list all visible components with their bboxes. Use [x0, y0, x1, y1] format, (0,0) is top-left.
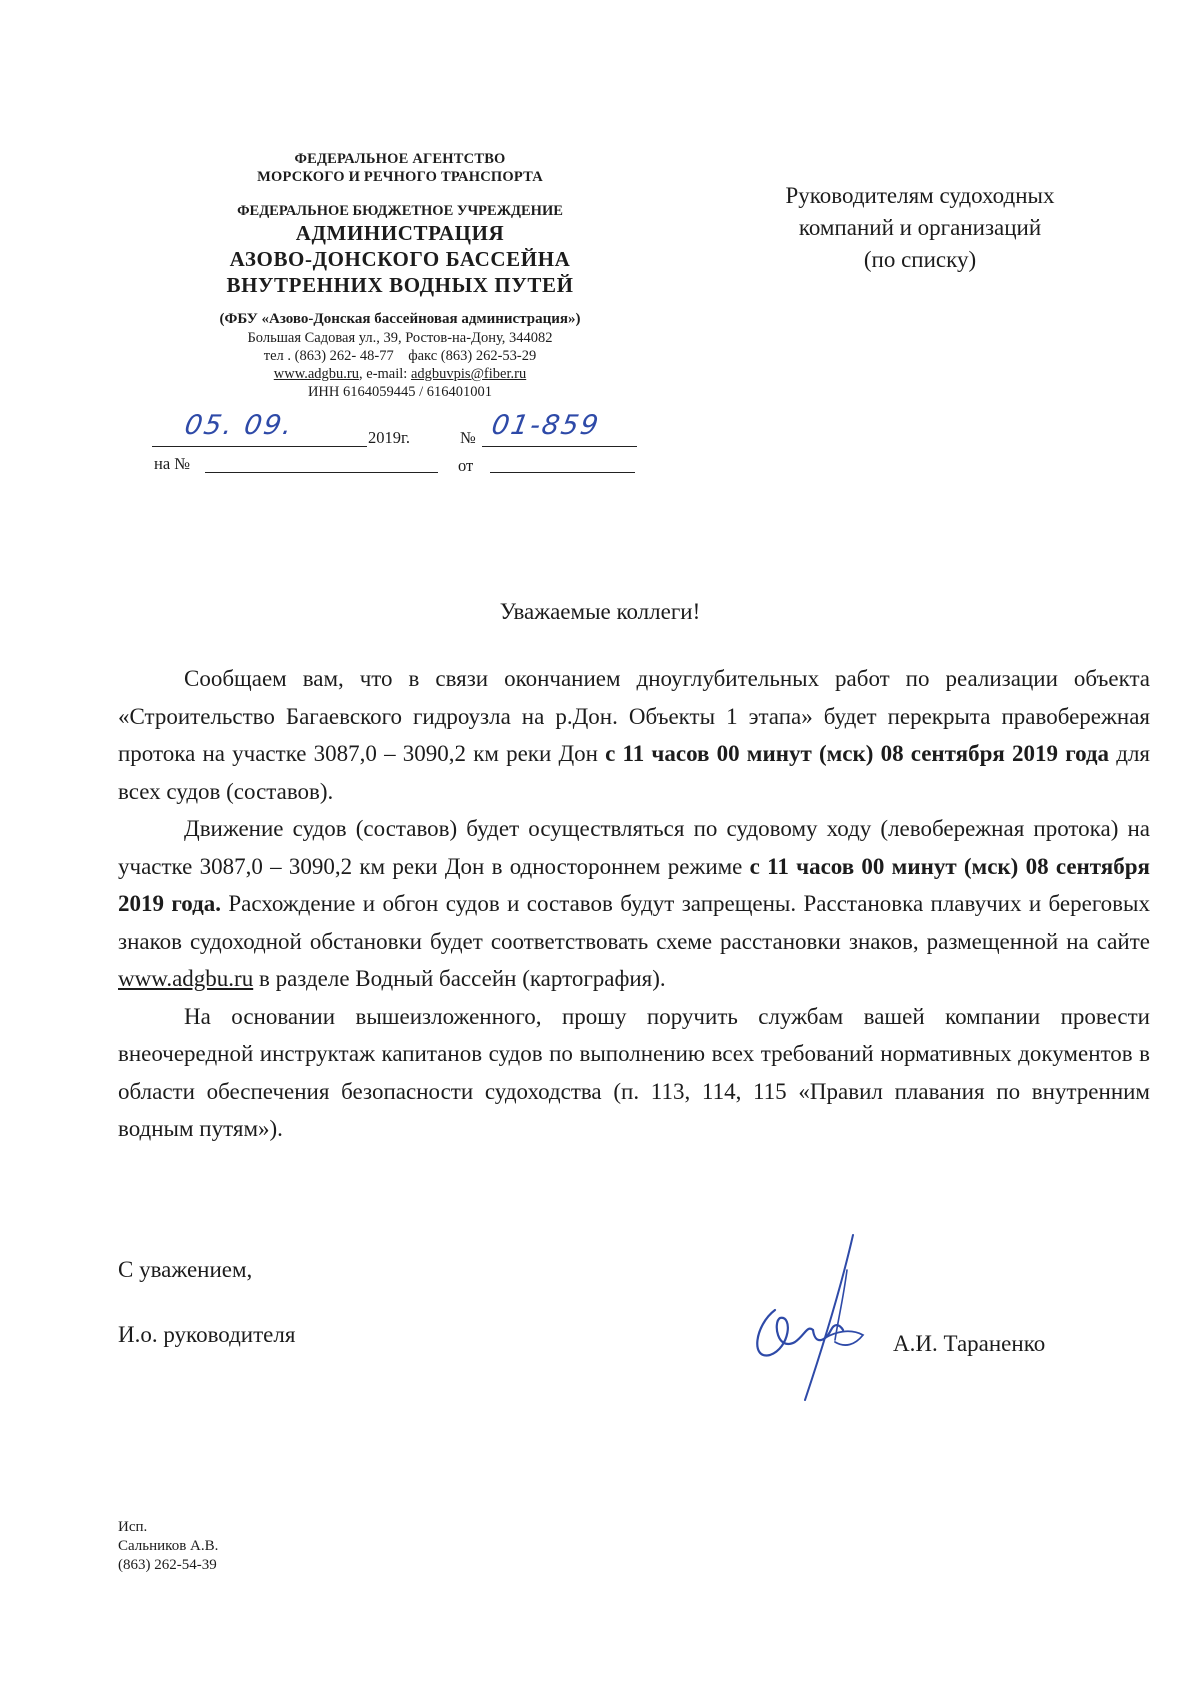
- signer-position: И.о. руководителя: [118, 1322, 296, 1347]
- number-underline: [482, 446, 637, 447]
- fax-number: факс (863) 262-53-29: [408, 348, 537, 364]
- handwritten-date: 05. 09.: [182, 410, 297, 441]
- institution-name-line1: АДМИНИСТРАЦИЯ: [295, 221, 505, 245]
- executor-block: [118, 1518, 218, 1575]
- p1-text-1: Сообщаем вам, что в связи окончанием дноуглубительных работ по реализации объекта «Строительство Багаевского гидроузла на р.Дон. Объекты 1 этапа» будет перекрыта правобережная протока на участке 3087,0 – 3090,2 км реки Дон: [118, 666, 1150, 766]
- executor-name: Сальников А.В.: [118, 1538, 219, 1554]
- letter-year: 2019г.: [368, 428, 411, 447]
- reply-from-label: от: [458, 456, 474, 475]
- reply-number-underline: [205, 472, 438, 473]
- letter-body: [118, 660, 1150, 1148]
- site-link[interactable]: www.adgbu.ru: [118, 966, 254, 991]
- letterhead: [120, 150, 680, 401]
- p2-bold-time: с 11 часов 00 минут (мск) 08 сентября 2019 года.: [118, 853, 1150, 916]
- recipient-line2: компаний и организаций: [798, 215, 1042, 240]
- website-link[interactable]: www.adgbu.ru: [273, 366, 360, 382]
- signer-name: А.И. Тараненко: [893, 1331, 1046, 1356]
- postal-address: Большая Садовая ул., 39, Ростов-на-Дону, 344082: [247, 330, 553, 346]
- handwritten-number: 01-859: [489, 410, 603, 441]
- paragraph-2: [118, 810, 1150, 998]
- reply-date-underline: [490, 472, 635, 473]
- agency-name-line1: ФЕДЕРАЛЬНОЕ АГЕНТСТВО: [294, 151, 506, 167]
- institution-name-line3: ВНУТРЕННИХ ВОДНЫХ ПУТЕЙ: [226, 273, 574, 297]
- institution-short-name: (ФБУ «Азово-Донская бассейновая администрация»): [219, 311, 581, 327]
- executor-phone: (863) 262-54-39: [118, 1557, 217, 1573]
- greeting: Уважаемые коллеги!: [499, 599, 701, 624]
- agency-name-line2: МОРСКОГО И РЕЧНОГО ТРАНСПОРТА: [257, 169, 543, 185]
- closing-regards: С уважением,: [118, 1257, 253, 1282]
- paragraph-3: На основании вышеизложенного, прошу поручить службам вашей компании провести внеочередной инструктаж капитанов судов по выполнению всех требований нормативных документов в области обеспечения безопасности судоходства (п. 113, 114, 115 «Правил плавания по внутренним водным путям»).: [118, 1003, 1150, 1141]
- p2-text-2: Расхождение и обгон судов и составов будут запрещены. Расстановка плавучих и береговых знаков судоходной обстановки будет соответствовать схеме расстановки знаков, размещенной на сайте: [118, 891, 1150, 954]
- p2-text-3: в разделе Водный бассейн (картография).: [253, 966, 666, 991]
- reply-number-label: на №: [154, 454, 191, 473]
- phone-number: тел . (863) 262- 48-77: [263, 348, 394, 364]
- handwritten-signature: [735, 1230, 885, 1405]
- p1-text-2: для всех судов (составов).: [118, 741, 1150, 804]
- recipient-line1: Руководителям судоходных: [785, 183, 1055, 208]
- email-prefix: , e-mail:: [359, 366, 411, 382]
- inn-kpp: ИНН 6164059445 / 616401001: [307, 384, 493, 400]
- institution-name-line2: АЗОВО-ДОНСКОГО БАССЕЙНА: [229, 247, 571, 271]
- executor-label: Исп.: [118, 1519, 148, 1535]
- recipient-block: [730, 180, 1110, 276]
- institution-type: ФЕДЕРАЛЬНОЕ БЮДЖЕТНОЕ УЧРЕЖДЕНИЕ: [237, 203, 563, 219]
- letter-number-label: №: [460, 428, 476, 447]
- date-underline: [152, 446, 367, 447]
- paragraph-1: [118, 660, 1150, 810]
- p1-bold-time: с 11 часов 00 минут (мск) 08 сентября 2019 года: [605, 741, 1110, 766]
- web-contacts: [120, 365, 680, 383]
- recipient-line3: (по списку): [863, 247, 977, 272]
- email-link[interactable]: adgbuvpis@fiber.ru: [410, 366, 527, 382]
- p2-text-1: Движение судов (составов) будет осуществляться по судовому ходу (левобережная протока) на участке 3087,0 – 3090,2 км реки Дон в одностороннем режиме: [118, 816, 1150, 879]
- contact-phones: [120, 347, 680, 365]
